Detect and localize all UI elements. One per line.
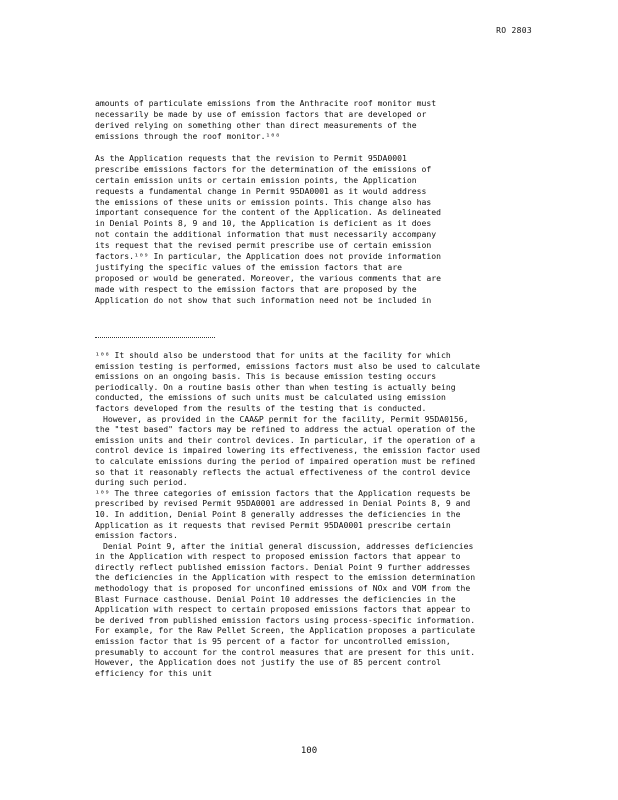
- footnote-line: prescribed by revised Permit 95DA0001 are addressed in Denial Points 8, 9 and: [95, 498, 471, 509]
- paragraph-line: justifying the specific values of the emission factors that are: [95, 261, 402, 272]
- footnote-separator-rule: [95, 337, 215, 338]
- footnote-line: For example, for the Raw Pellet Screen, the Application proposes a particulate: [95, 625, 476, 636]
- paragraph-line: Application do not show that such information need not be included in: [95, 294, 432, 305]
- footnote-line: Denial Point 9, after the initial general discussion, addresses deficiencies: [103, 540, 474, 551]
- footnote-line: during such period.: [95, 477, 188, 488]
- footnote-line: ¹⁰⁹ The three categories of emission factors that the Application requests be: [95, 487, 471, 498]
- footnote-line: to calculate emissions during the period of impaired operation must be refined: [95, 455, 476, 466]
- paragraph-line: proposed or would be generated. Moreover, the various comments that are: [95, 272, 441, 283]
- footnote-line: presumably to account for the control measures that are present for this unit.: [95, 646, 476, 657]
- paragraph-line: important consequence for the content of the Application. As delineated: [95, 207, 441, 218]
- paragraph-line: the emissions of these units or emission points. This change also has: [95, 196, 432, 207]
- page-number: 100: [300, 746, 318, 756]
- footnote-line: emission factors.: [95, 530, 178, 541]
- paragraph-line: As the Application requests that the revision to Permit 95DA0001: [95, 153, 407, 163]
- footnote-line: efficiency for this unit: [95, 667, 212, 678]
- quote-line: necessarily be made by use of emission factors that are developed or: [95, 108, 427, 119]
- footnote-line: periodically. On a routine basis other than when testing is actually being: [95, 381, 456, 392]
- footnote-line: be derived from published emission factors using process-specific information.: [95, 614, 476, 625]
- footnote-line: control device is impaired lowering its effectiveness, the emission factor used: [95, 445, 480, 456]
- quote-line: emissions through the roof monitor.¹⁰⁸: [95, 130, 281, 141]
- footnote-line: methodology that is proposed for unconfined emissions of NOx and VOM from the: [95, 583, 471, 594]
- paragraph-line: certain emission units or certain emission points, the Application: [95, 174, 417, 185]
- footnote-line: emission factor that is 95 percent of a factor for uncontrolled emission,: [95, 636, 451, 647]
- quote-line: amounts of particulate emissions from the Anthracite roof monitor must: [95, 98, 437, 108]
- paragraph-line: not contain the additional information that must necessarily accompany: [95, 229, 437, 240]
- footnote-line: directly reflect published emission factors. Denial Point 9 further addresses: [95, 561, 471, 572]
- footnote-line: factors developed from the results of the testing that is conducted.: [95, 402, 427, 413]
- paragraph-line: made with respect to the emission factors that are proposed by the: [95, 283, 417, 294]
- footnote-line: the "test based" factors may be refined to address the actual operation of the: [95, 424, 476, 435]
- footnote-line: the deficiencies in the Application with respect to the emission determination: [95, 572, 476, 583]
- footnote-line: emissions on an ongoing basis. This is because emission testing occurs: [95, 371, 437, 382]
- paragraph-line: prescribe emissions factors for the determination of the emissions of: [95, 163, 432, 174]
- footnote-line: Application with respect to certain proposed emissions factors that appear to: [95, 604, 471, 615]
- quote-line: derived relying on something other than direct measurements of the: [95, 119, 417, 130]
- footnotes-section: [95, 350, 533, 678]
- paragraph-line: in Denial Points 8, 9 and 10, the Application is deficient as it does: [95, 218, 432, 229]
- footnote-line: so that it reasonably reflects the actual effectiveness of the control device: [95, 466, 471, 477]
- paragraph-line: its request that the revised permit prescribe use of certain emission: [95, 240, 432, 251]
- footnote-line: ¹⁰⁸ It should also be understood that for units at the facility for which: [95, 350, 451, 360]
- footnote-line: 10. In addition, Denial Point 8 generally addresses the deficiencies in the: [95, 508, 461, 519]
- footnote-line: emission testing is performed, emissions factors must also be used to calculate: [95, 360, 480, 371]
- paragraph-line: factors.¹⁰⁹ In particular, the Application does not provide information: [95, 251, 441, 262]
- paragraph-line: requests a fundamental change in Permit 95DA0001 as it would address: [95, 185, 427, 196]
- footnote-line: emission units and their control devices. In particular, if the operation of a: [95, 434, 476, 445]
- footnote-line: Application as it requests that revised Permit 95DA0001 prescribe certain: [95, 519, 451, 530]
- main-paragraph: [95, 153, 533, 305]
- footnote-line: conducted, the emissions of such units must be calculated using emission: [95, 392, 446, 403]
- document-reference-number: RO 2803: [496, 26, 532, 35]
- footnote-line: However, as provided in the CAA&P permit for the facility, Permit 95DA0156,: [103, 413, 469, 424]
- footnote-line: However, the Application does not justify the use of 85 percent control: [95, 657, 441, 668]
- continued-quote-text: [95, 98, 533, 142]
- footnote-line: in the Application with respect to proposed emission factors that appear to: [95, 551, 461, 562]
- footnote-line: Blast Furnace casthouse. Denial Point 10 addresses the deficiencies in the: [95, 593, 456, 604]
